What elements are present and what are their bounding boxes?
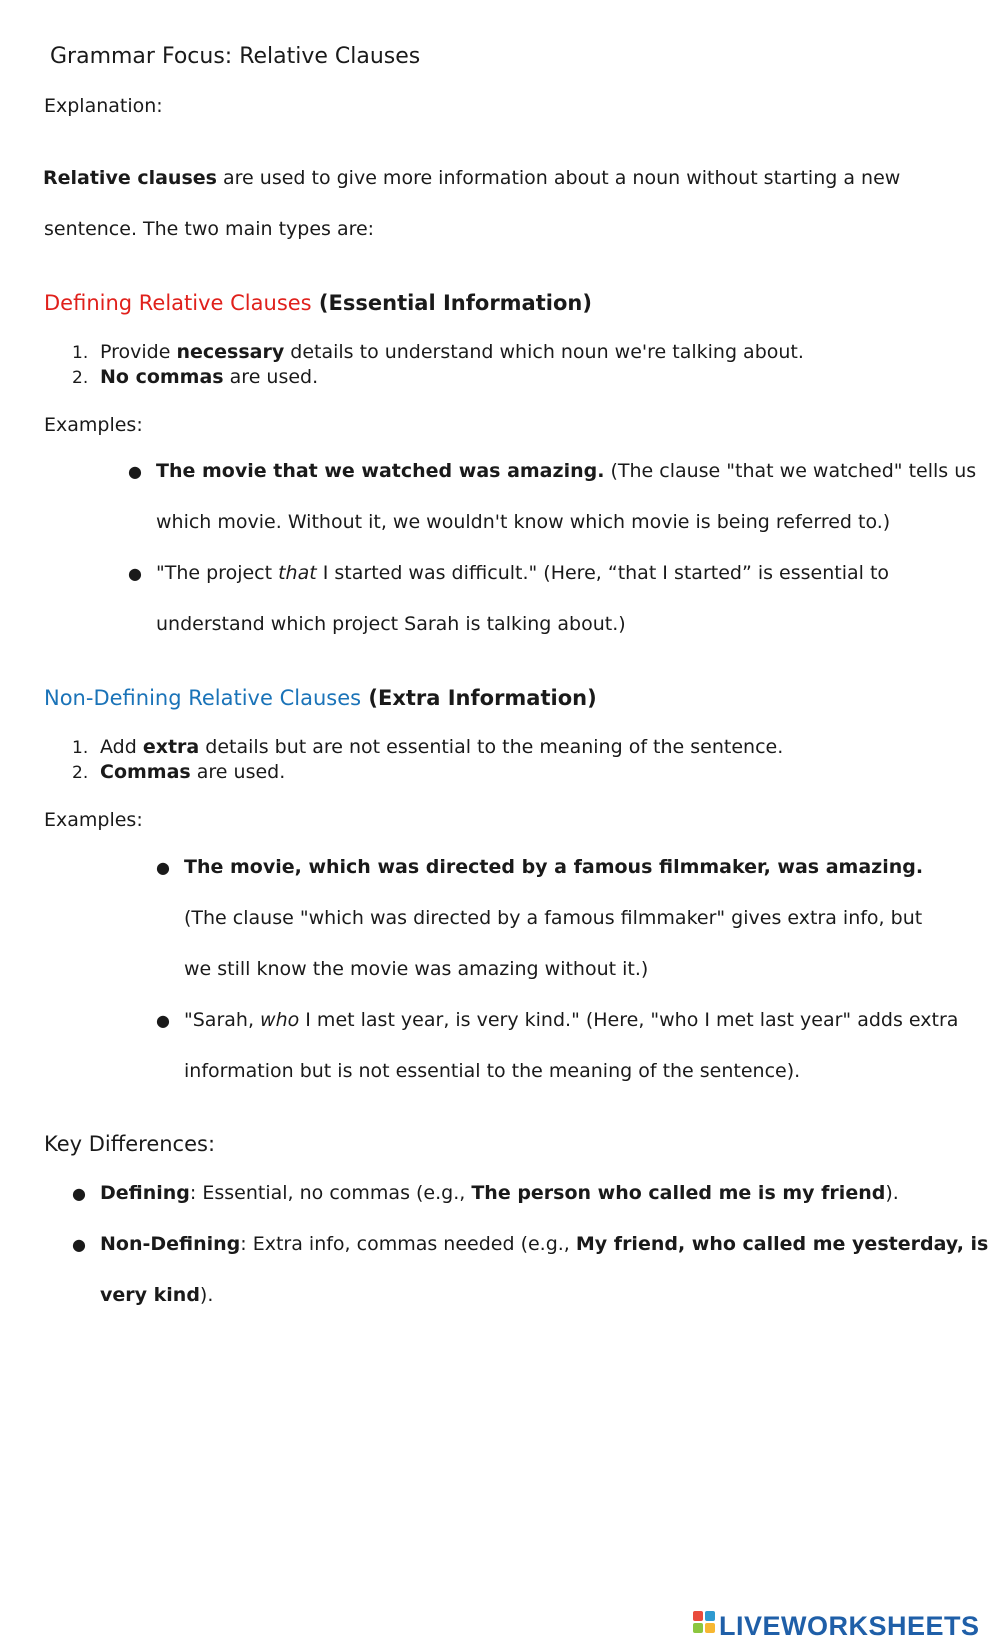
key-text: ). bbox=[885, 1182, 899, 1204]
non-defining-point-2 bbox=[72, 761, 285, 783]
point-text: are used. bbox=[223, 366, 319, 388]
example-text: I met last year, is very kind." (Here, "who I met last year" adds extra bbox=[299, 1009, 959, 1031]
key-label: Non-Defining bbox=[100, 1233, 241, 1255]
bullet-icon: ● bbox=[156, 858, 170, 877]
bullet-icon: ● bbox=[156, 1011, 170, 1030]
bullet-icon: ● bbox=[128, 462, 142, 481]
defining-heading-note: (Essential Information) bbox=[311, 291, 592, 315]
non-defining-example-2-line-2: information but is not essential to the meaning of the sentence). bbox=[184, 1060, 801, 1082]
key-text: : Essential, no commas (e.g., bbox=[189, 1182, 472, 1204]
non-defining-example-1-line-2: (The clause "which was directed by a famous filmmaker" gives extra info, but bbox=[184, 907, 923, 929]
key-difference-non-defining bbox=[100, 1233, 988, 1255]
intro-line-2: sentence. The two main types are: bbox=[44, 218, 375, 240]
list-number: 2. bbox=[72, 763, 89, 783]
defining-heading-title: Defining Relative Clauses bbox=[44, 291, 312, 315]
key-text: ). bbox=[199, 1284, 214, 1306]
liveworksheets-logo-text: LIVEWORKSHEETS bbox=[719, 1610, 980, 1641]
point-bold: No commas bbox=[100, 366, 224, 388]
defining-example-2-line-2: understand which project Sarah is talking about.) bbox=[156, 613, 626, 635]
point-text: are used. bbox=[190, 761, 286, 783]
defining-example-1-line-2: which movie. Without it, we wouldn't know which movie is being referred to.) bbox=[156, 511, 891, 533]
key-difference-defining bbox=[100, 1182, 899, 1204]
point-text: Provide bbox=[100, 341, 177, 363]
list-number: 1. bbox=[72, 738, 89, 758]
liveworksheets-logo-icon bbox=[693, 1611, 715, 1641]
intro-line-1-text: are used to give more information about a noun without starting a new bbox=[216, 167, 901, 189]
example-text: "The project bbox=[156, 562, 279, 584]
bullet-icon: ● bbox=[72, 1235, 86, 1254]
non-defining-example-1-line-3: we still know the movie was amazing without it.) bbox=[184, 958, 649, 980]
non-defining-point-1 bbox=[72, 736, 783, 758]
defining-examples-label: Examples: bbox=[44, 414, 143, 436]
key-difference-non-defining-line-2 bbox=[100, 1284, 213, 1306]
page-title: Grammar Focus: Relative Clauses bbox=[50, 44, 421, 69]
list-number: 1. bbox=[72, 343, 89, 363]
intro-line-1 bbox=[43, 167, 900, 189]
liveworksheets-logo bbox=[693, 1610, 980, 1642]
non-defining-example-2 bbox=[184, 1009, 958, 1031]
bullet-icon: ● bbox=[72, 1184, 86, 1203]
key-example: My friend, who called me yesterday, is bbox=[575, 1233, 989, 1255]
non-defining-heading-note: (Extra Information) bbox=[361, 686, 597, 710]
point-bold: extra bbox=[142, 736, 200, 758]
defining-point-2 bbox=[72, 366, 318, 388]
point-text: details to understand which noun we're talking about. bbox=[284, 341, 804, 363]
key-example: The person who called me is my friend bbox=[471, 1182, 886, 1204]
non-defining-heading-title: Non-Defining Relative Clauses bbox=[44, 686, 362, 710]
key-text: : Extra info, commas needed (e.g., bbox=[240, 1233, 576, 1255]
intro-term: Relative clauses bbox=[43, 167, 217, 189]
defining-point-1 bbox=[72, 341, 804, 363]
point-bold: necessary bbox=[176, 341, 285, 363]
example-bold: The movie that we watched was amazing. bbox=[156, 460, 605, 482]
key-label: Defining bbox=[100, 1182, 190, 1204]
point-text: Add bbox=[100, 736, 143, 758]
example-text: I started was difficult." (Here, “that I started” is essential to bbox=[316, 562, 890, 584]
list-number: 2. bbox=[72, 368, 89, 388]
defining-heading bbox=[44, 291, 592, 315]
example-italic: who bbox=[260, 1009, 300, 1031]
explanation-label: Explanation: bbox=[44, 95, 163, 117]
defining-example-1 bbox=[156, 460, 976, 482]
non-defining-example-1: The movie, which was directed by a famous filmmaker, was amazing. bbox=[184, 856, 924, 878]
bullet-icon: ● bbox=[128, 564, 142, 583]
point-text: details but are not essential to the meaning of the sentence. bbox=[199, 736, 784, 758]
non-defining-heading bbox=[44, 686, 597, 710]
key-differences-heading: Key Differences: bbox=[44, 1132, 216, 1156]
example-italic: that bbox=[278, 562, 317, 584]
example-text: (The clause "that we watched" tells us bbox=[604, 460, 977, 482]
key-example: very kind bbox=[100, 1284, 200, 1306]
example-text: "Sarah, bbox=[184, 1009, 261, 1031]
defining-example-2 bbox=[156, 562, 889, 584]
point-bold: Commas bbox=[100, 761, 191, 783]
non-defining-examples-label: Examples: bbox=[44, 809, 143, 831]
